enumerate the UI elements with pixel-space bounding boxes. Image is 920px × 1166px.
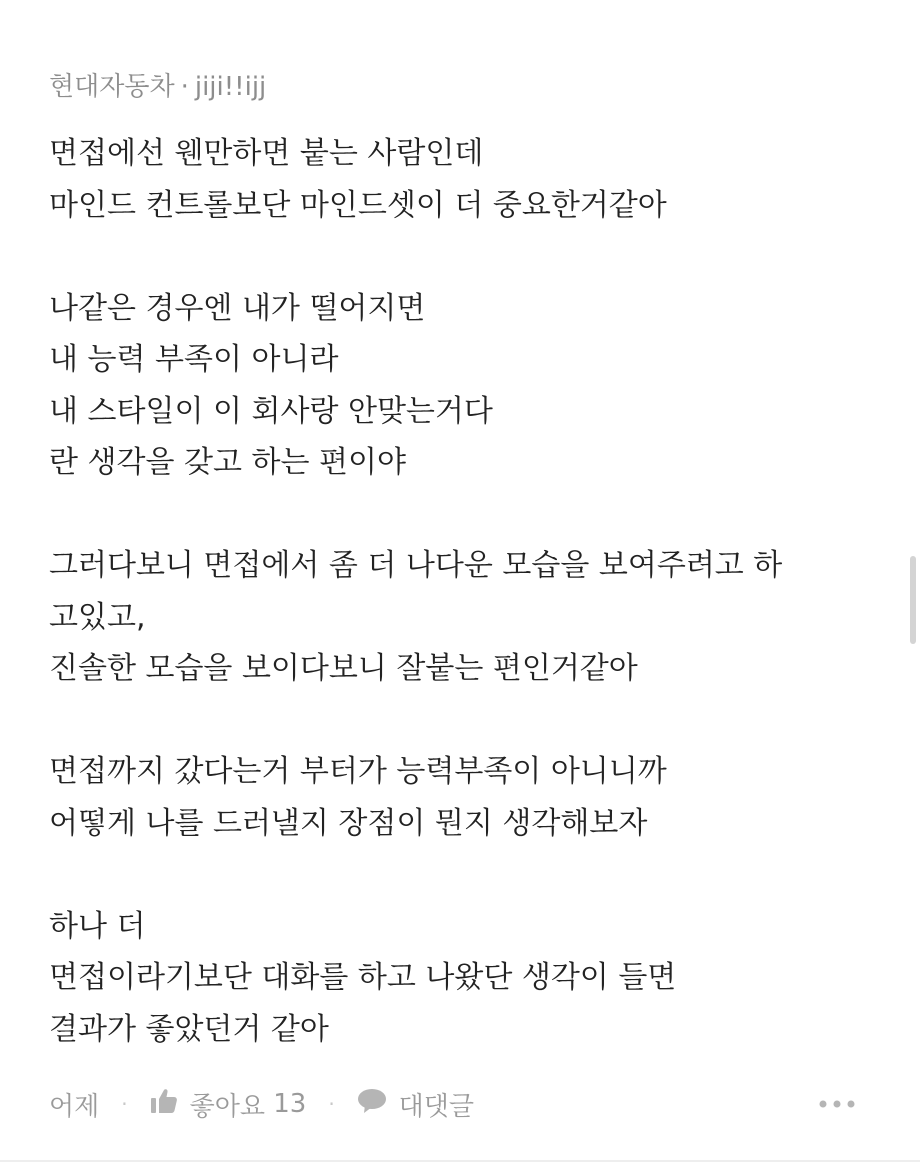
comment-footer bbox=[49, 1084, 869, 1124]
speech-bubble-icon bbox=[357, 1088, 387, 1121]
comment-line: 마인드 컨트롤보단 마인드셋이 더 중요한거같아 bbox=[49, 187, 667, 223]
comment-body bbox=[49, 128, 869, 1055]
comment-line: 내 스타일이 이 회사랑 안맞는거다 bbox=[49, 393, 493, 429]
comment-line: 면접에선 웬만하면 붙는 사람인데 bbox=[49, 136, 484, 171]
comment-line: 면접까지 갔다는거 부터가 능력부족이 아니니까 bbox=[49, 754, 667, 789]
blank-line bbox=[49, 849, 869, 901]
more-button[interactable] bbox=[818, 1094, 858, 1114]
company-name[interactable]: 현대자동차 bbox=[49, 72, 175, 102]
comment-line: 내 능력 부족이 아니라 bbox=[49, 342, 339, 377]
comment-line: 면접이라기보단 대화를 하고 나왔단 생각이 들면 bbox=[49, 960, 677, 995]
author-name[interactable]: jiji!!ijj bbox=[194, 72, 267, 102]
comment-line: 결과가 좋았던거 같아 bbox=[49, 1011, 329, 1047]
comment-line: 하나 더 bbox=[49, 908, 146, 944]
comment-line: 진솔한 모습을 보이다보니 잘붙는 편인거같아 bbox=[49, 651, 638, 686]
footer-dot: · bbox=[328, 1092, 335, 1116]
comment-line: 고있고, bbox=[49, 599, 146, 635]
comment-line: 나같은 경우엔 내가 떨어지면 bbox=[49, 290, 426, 326]
meta-separator: · bbox=[180, 72, 189, 102]
comment-line: 어떻게 나를 드러낼지 장점이 뭔지 생각해보자 bbox=[49, 805, 648, 841]
blank-line bbox=[49, 695, 869, 747]
scrollbar-thumb[interactable] bbox=[910, 556, 916, 644]
footer-dot: · bbox=[121, 1092, 128, 1116]
reply-label: 대댓글 bbox=[398, 1091, 475, 1122]
blank-line bbox=[49, 489, 869, 541]
timestamp: 어제 bbox=[49, 1091, 100, 1122]
reply-button[interactable] bbox=[357, 1086, 474, 1123]
like-count: 13 bbox=[273, 1089, 307, 1119]
blank-line bbox=[49, 231, 869, 283]
divider bbox=[0, 1160, 920, 1162]
comment-line: 란 생각을 갖고 하는 편이야 bbox=[49, 445, 406, 480]
comment-meta bbox=[49, 66, 266, 103]
like-label: 좋아요 bbox=[189, 1091, 265, 1122]
more-dots-icon bbox=[818, 1094, 858, 1114]
thumbs-up-icon bbox=[150, 1088, 178, 1121]
like-button[interactable] bbox=[150, 1086, 307, 1123]
comment-line: 그러다보니 면접에서 좀 더 나다운 모습을 보여주려고 하 bbox=[49, 548, 783, 583]
